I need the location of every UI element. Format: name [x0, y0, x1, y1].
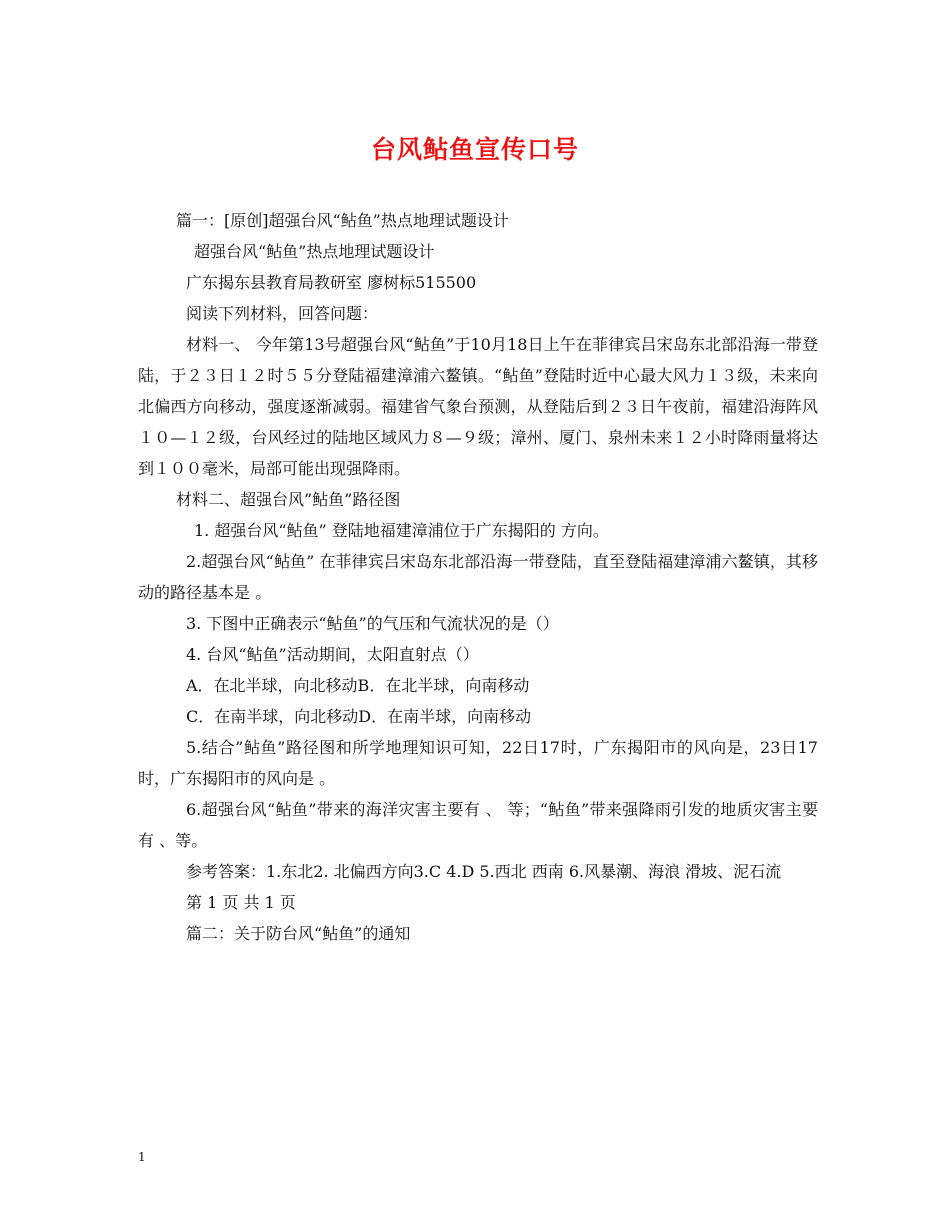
question-4: 4. 台风“鲇鱼”活动期间，太阳直射点（）: [186, 645, 479, 664]
document-title: 台风鲇鱼宣传口号: [370, 135, 579, 164]
section-heading-1: 篇一：[原创]超强台风“鲇鱼”热点地理试题设计: [176, 211, 509, 230]
section-heading-2: 篇二：关于防台风“鲇鱼”的通知: [186, 924, 411, 943]
option-line: A．在北半球，向北移动B．在北半球，向南移动: [186, 676, 530, 695]
option-line: C．在南半球，向北移动D．在南半球，向南移动: [186, 707, 532, 726]
paragraph-material-one: 材料一、 今年第13号超强台风“鲇鱼”于10月18日上午在菲律宾吕宋岛东北部沿海一带登陆，于２３日１２时５５分登陆福建漳浦六鳌镇。“鲇鱼”登陆时近中心最大风力１３级，未来向北偏西方向移动，强度逐渐减弱。福建省气象台预测，从登陆后到２３日午夜前，福建沿海阵风１０—１２级，台风经过的陆地区域风力８—９级；漳州、厦门、泉州未来１２小时降雨量将达到１００毫米，局部可能出现强降雨。: [138, 335, 818, 478]
text-line: 超强台风“鲇鱼”热点地理试题设计: [194, 242, 435, 261]
text-line: 阅读下列材料，回答问题：: [186, 304, 379, 323]
question-2: 2.超强台风“鲇鱼” 在菲律宾吕宋岛东北部沿海一带登陆，直至登陆福建漳浦六鳌镇，其移动的路径基本是 。: [138, 552, 818, 602]
text-line: 材料二、超强台风”鲇鱼”路径图: [176, 490, 401, 509]
document-body: [138, 205, 818, 949]
author-line: 广东揭东县教育局教研室 廖树标515500: [186, 273, 477, 292]
question-6: 6.超强台风“鲇鱼”带来的海洋灾害主要有 、 等；“鲇鱼”带来强降雨引发的地质灾害主要有 、等。: [138, 800, 818, 850]
page-number: 1: [138, 1150, 146, 1164]
question-3: 3. 下图中正确表示“鲇鱼”的气压和气流状况的是（）: [186, 614, 559, 633]
page-info: 第 1 页 共 1 页: [186, 893, 296, 912]
question-1: 1. 超强台风“鲇鱼” 登陆地福建漳浦位于广东揭阳的 方向。: [194, 521, 609, 540]
question-5: 5.结合”鲇鱼”路径图和所学地理知识可知，22日17时，广东揭阳市的风向是，23日17时，广东揭阳市的风向是 。: [138, 738, 818, 788]
answer-key: 参考答案：1.东北2. 北偏西方向3.C 4.D 5.西北 西南 6.风暴潮、海浪 滑坡、泥石流: [186, 862, 782, 881]
